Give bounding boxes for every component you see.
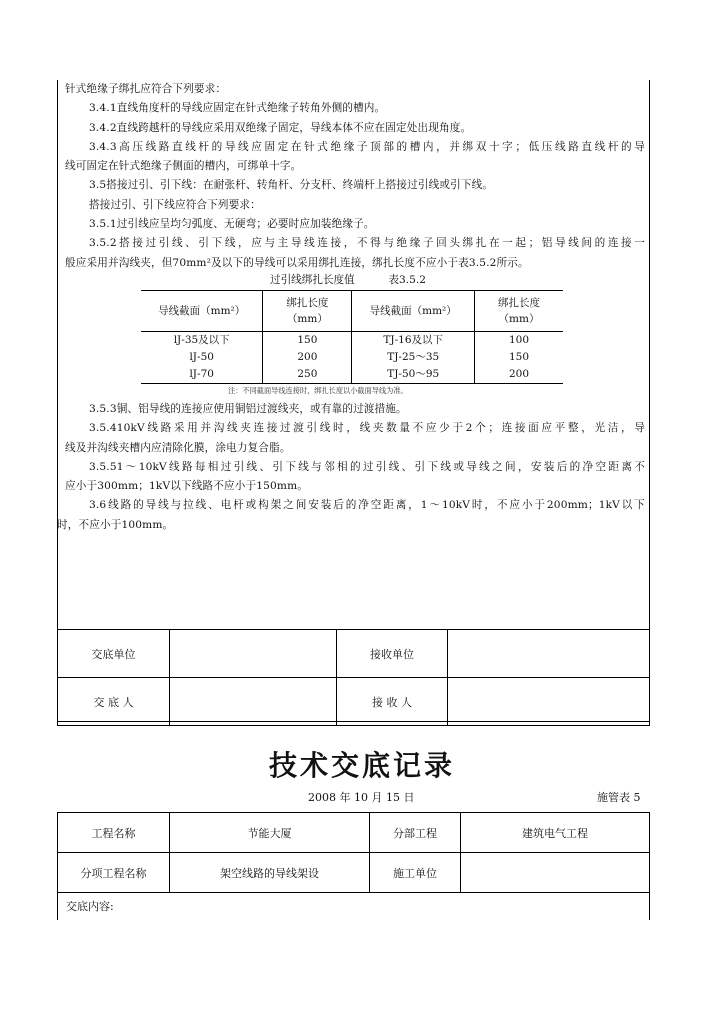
table-row: [141, 349, 563, 366]
project-name-value: 节能大厦: [170, 813, 370, 853]
table-cell: 200: [263, 349, 352, 366]
table-cell: 100: [475, 332, 564, 350]
table-header-row: [141, 291, 563, 332]
contractor-value[interactable]: [461, 853, 650, 893]
table-row: [141, 366, 563, 384]
body-text-bottom: [57, 400, 645, 535]
table-cell: 150: [263, 332, 352, 350]
division-value: 建筑电气工程: [461, 813, 650, 853]
record-date: 2008 年 10 月 15 日: [308, 791, 415, 804]
table-row: [141, 332, 563, 350]
text-line: 针式绝缘子绑扎应符合下列要求：: [65, 83, 227, 95]
table-cell: 200: [475, 366, 564, 384]
handover-person-field[interactable]: [170, 678, 337, 726]
receive-unit-label: 接收单位: [337, 630, 448, 678]
text-line: 3.5.51～10kV线路每相过引线、引下线与邻相的过引线、引下线或导线之间，安装后的净空距离不: [89, 460, 645, 473]
subitem-value: 架空线路的导线架设: [170, 853, 370, 893]
body-text-top: [65, 80, 645, 273]
form-number: 施管表 5: [597, 791, 641, 804]
text-line: 线可固定在针式绝缘子侧面的槽内，可绑单十字。: [65, 160, 302, 173]
text-line: 时，不应小于100mm。: [57, 518, 174, 531]
table-cell: 250: [263, 366, 352, 384]
project-info-table: [57, 812, 650, 893]
table-header-cell: 导线截面（mm²）: [141, 291, 263, 332]
text-line: 3.5搭接过引、引下线：在耐张杆、转角杆、分支杆、终端杆上搭接过引线或引下线。: [89, 179, 494, 192]
info-row: [58, 853, 650, 893]
content-section: [57, 888, 650, 920]
signature-table: [57, 629, 650, 726]
info-row: [58, 813, 650, 853]
table-cell: lJ-50: [189, 351, 214, 363]
text-line: 3.5.3铜、铝导线的连接应使用铜铝过渡线夹，或有靠的过渡措施。: [89, 403, 407, 415]
handover-unit-field[interactable]: [170, 630, 337, 678]
text-line: 应小于300mm；1kV以下线路不应小于150mm。: [65, 480, 309, 493]
table-header-text: 绑扎长度（mm）: [498, 297, 540, 325]
receive-unit-field[interactable]: [448, 630, 650, 678]
table-header-cell: [263, 291, 352, 332]
table-cell: TJ-25～35: [352, 349, 475, 366]
signature-row: [58, 630, 650, 678]
text-line: 3.5.1过引线应呈均匀弧度、无硬弯；必要时应加装绝缘子。: [89, 218, 375, 231]
table-note: 注：不同截面导线连接时，绑扎长度以小截面导线为准。: [228, 386, 408, 395]
table-header-cell: 导线截面（mm²）: [352, 291, 475, 332]
text-line: 3.6线路的导线与拉线、电杆或构架之间安装后的净空距离，1～10kV时，不应小于200mm；1kV以下: [89, 499, 645, 512]
division-label: 分部工程: [370, 813, 461, 853]
signature-row: [58, 678, 650, 726]
handover-unit-label: 交底单位: [58, 630, 170, 678]
receive-person-label: 接 收 人: [337, 678, 448, 726]
text-line: 3.4.1直线角度杆的导线应固定在针式绝缘子转角外侧的槽内。: [89, 102, 386, 115]
text-line: 线及并沟线夹槽内应清除化膜，涂电力复合脂。: [65, 441, 291, 454]
project-name-label: 工程名称: [58, 813, 170, 853]
table-header-text: 绑扎长度（mm）: [286, 297, 329, 325]
table-cell: lJ-70: [141, 366, 263, 384]
text-line: 3.5.2搭接过引线、引下线，应与主导线连接，不得与绝缘子回头绑扎在一起；铝导线间的连接一: [89, 237, 645, 250]
contractor-label: 施工单位: [370, 853, 461, 893]
table-cell: lJ-35及以下: [173, 334, 230, 346]
binding-length-table: [141, 290, 563, 384]
table-cell: 150: [475, 349, 564, 366]
handover-person-label: 交 底 人: [58, 678, 170, 726]
text-line: 般应采用并沟线夹，但70mm²及以下的导线可以采用绑扎连接，绑扎长度不应小于表3.5.2所示。: [65, 256, 529, 269]
subitem-label: 分项工程名称: [58, 853, 170, 893]
table-header-cell: [475, 291, 564, 332]
receive-person-field[interactable]: [448, 678, 650, 726]
text-line: 3.4.2直线跨越杆的导线应采用双绝缘子固定，导线本体不应在固定处出现角度。: [89, 121, 472, 134]
table-cell: TJ-16及以下: [352, 332, 475, 350]
table-cell: TJ-50～95: [352, 366, 475, 384]
text-line: 3.5.410kV线路采用并沟线夹连接过渡引线时，线夹数量不应少于2个；连接面应平整，光洁，导: [89, 422, 645, 435]
content-label: 交底内容:: [66, 900, 114, 913]
text-line: 3.4.3高压线路直线杆的导线应固定在针式绝缘子顶部的槽内，并绑双十字；低压线路直线杆的导: [89, 140, 645, 153]
page-title: 技术交底记录: [268, 749, 455, 782]
text-line: 搭接过引、引下线应符合下列要求：: [89, 198, 261, 211]
table-caption: 过引线绑扎长度值 表3.5.2: [270, 274, 426, 286]
